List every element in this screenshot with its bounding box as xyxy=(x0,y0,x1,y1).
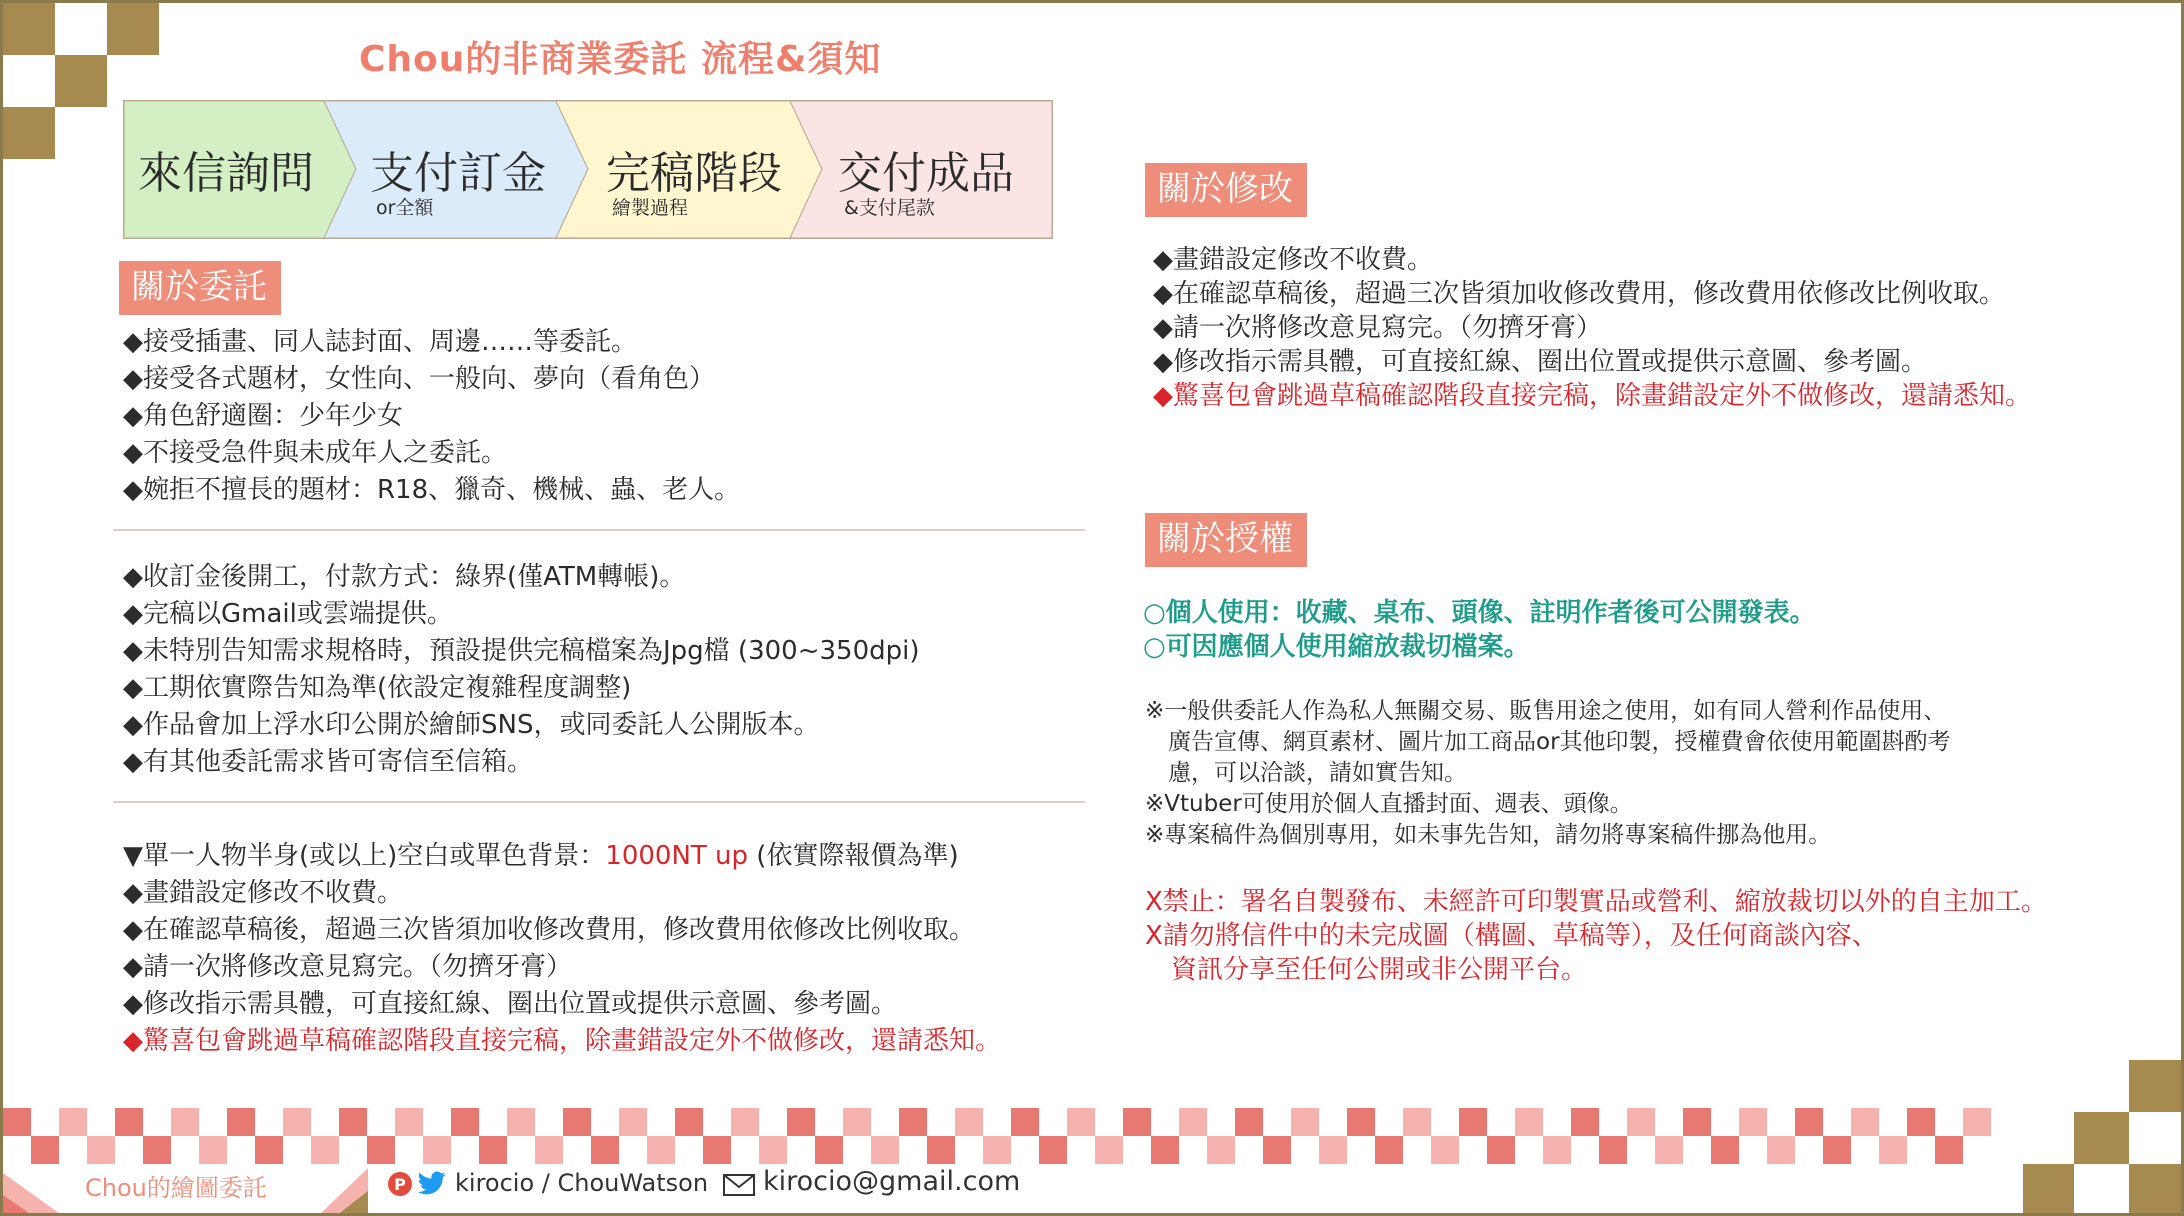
checker-tile xyxy=(507,1108,535,1136)
checker-tile xyxy=(395,1108,423,1136)
license-note: ※一般供委託人作為私人無關交易、販售用途之使用，如有同人營利作品使用、 xyxy=(1145,698,1947,724)
rule-item: ◆請一次將修改意見寫完。（勿擠牙膏） xyxy=(1153,313,1602,343)
checker-tile xyxy=(1627,1108,1655,1136)
checker-tile xyxy=(451,1108,479,1136)
checker-tile xyxy=(675,1108,703,1136)
checker-tile xyxy=(1123,1108,1151,1136)
rule-item: ◆修改指示需具體，可直接紅線、圈出位置或提供示意圖、參考圖。 xyxy=(123,989,897,1019)
checker-tile xyxy=(339,1108,367,1136)
checker-tile xyxy=(227,1108,255,1136)
checker-tile xyxy=(703,1136,731,1164)
rule-item: ◆婉拒不擅長的題材：R18、獵奇、機械、蟲、老人。 xyxy=(123,475,741,505)
checker-tile xyxy=(647,1136,675,1164)
checker-tile xyxy=(1039,1136,1067,1164)
checker-tile xyxy=(1823,1136,1851,1164)
price-value: 1000NT up xyxy=(605,841,749,871)
rule-item: ◆在確認草稿後，超過三次皆須加收修改費用，修改費用依修改比例收取。 xyxy=(1153,279,2005,309)
rule-item: ◆完稿以Gmail或雲端提供。 xyxy=(123,599,453,629)
checker-tile xyxy=(1319,1136,1347,1164)
checker-tile xyxy=(563,1108,591,1136)
checker-decoration xyxy=(3,3,55,55)
footer-triangle-right xyxy=(318,1163,368,1216)
checker-tile xyxy=(3,1108,31,1136)
checker-tile xyxy=(899,1108,927,1136)
flow-step-deposit: 支付訂金 xyxy=(370,148,546,199)
checker-tile xyxy=(1263,1136,1291,1164)
checker-decoration xyxy=(107,3,159,55)
flow-step-drawing: 完稿階段 xyxy=(606,148,782,199)
footer-brand: Chou的繪圖委託 xyxy=(85,1174,267,1202)
checker-tile xyxy=(955,1108,983,1136)
rule-item: ◆請一次將修改意見寫完。（勿擠牙膏） xyxy=(123,952,572,982)
checker-decoration xyxy=(2129,1060,2184,1112)
rule-item: ◆畫錯設定修改不收費。 xyxy=(1153,245,1433,275)
checker-tile xyxy=(143,1136,171,1164)
flow-step-drawing-sub: 繪製過程 xyxy=(612,197,689,219)
flow-step-delivery: 交付成品 xyxy=(838,148,1014,199)
checker-tile xyxy=(311,1136,339,1164)
checker-tile xyxy=(815,1136,843,1164)
checker-tile xyxy=(591,1136,619,1164)
checker-tile xyxy=(927,1136,955,1164)
pixiv-icon[interactable] xyxy=(387,1171,413,1197)
checker-tile xyxy=(1907,1108,1935,1136)
checker-tile xyxy=(1487,1136,1515,1164)
license-prohibited: 資訊分享至任何公開或非公開平台。 xyxy=(1145,955,1588,985)
license-allowed: ○可因應個人使用縮放裁切檔案。 xyxy=(1143,632,1530,662)
price-suffix: (依實際報價為準) xyxy=(748,841,959,871)
checker-tile xyxy=(1711,1136,1739,1164)
checker-tile xyxy=(1515,1108,1543,1136)
warning-item: ◆驚喜包會跳過草稿確認階段直接完稿，除畫錯設定外不做修改，還請悉知。 xyxy=(123,1026,1001,1056)
rule-item: ◆工期依實際告知為準(依設定複雜程度調整) xyxy=(123,673,632,703)
section-divider xyxy=(113,801,1085,803)
rule-item: ◆接受插畫、同人誌封面、周邊……等委託。 xyxy=(123,327,637,357)
rule-item: ◆角色舒適圈：少年少女 xyxy=(123,401,403,431)
checker-tile xyxy=(1879,1136,1907,1164)
process-flow xyxy=(123,100,1053,239)
checker-tile xyxy=(199,1136,227,1164)
checker-tile xyxy=(1459,1108,1487,1136)
checker-tile xyxy=(1347,1108,1375,1136)
rule-item: ◆收訂金後開工，付款方式：綠界(僅ATM轉帳)。 xyxy=(123,562,686,592)
rule-item: ◆作品會加上浮水印公開於繪師SNS，或同委託人公開版本。 xyxy=(123,710,820,740)
page-title: Chou的非商業委託 流程&須知 xyxy=(359,39,882,80)
checker-tile xyxy=(759,1136,787,1164)
checker-tile xyxy=(731,1108,759,1136)
warning-item: ◆驚喜包會跳過草稿確認階段直接完稿，除畫錯設定外不做修改，還請悉知。 xyxy=(1153,381,2031,411)
checker-tile xyxy=(1011,1108,1039,1136)
checker-tile xyxy=(1851,1108,1879,1136)
flow-step-deposit-sub: or全額 xyxy=(376,197,434,219)
license-note: 廣告宣傳、網頁素材、圖片加工商品or其他印製，授權費會依使用範圍斟酌考 xyxy=(1145,729,1951,755)
section-heading-license: 關於授權 xyxy=(1145,513,1307,567)
rule-item: ◆未特別告知需求規格時，預設提供完稿檔案為Jpg檔 (300~350dpi) xyxy=(123,636,920,666)
checker-tile xyxy=(31,1136,59,1164)
checker-tile xyxy=(1599,1136,1627,1164)
checker-tile xyxy=(1179,1108,1207,1136)
checker-tile xyxy=(1151,1136,1179,1164)
checker-tile xyxy=(787,1108,815,1136)
checker-tile xyxy=(619,1108,647,1136)
rule-item: ◆在確認草稿後，超過三次皆須加收修改費用，修改費用依修改比例收取。 xyxy=(123,915,975,945)
checker-decoration xyxy=(2023,1164,2074,1216)
svg-text:P: P xyxy=(394,1175,406,1194)
checker-tile xyxy=(115,1108,143,1136)
footer-triangle-left xyxy=(3,1163,63,1216)
checker-tile xyxy=(871,1136,899,1164)
price-prefix: ▼單一人物半身(或以上)空白或單色背景： xyxy=(123,841,606,871)
checker-tile xyxy=(1291,1108,1319,1136)
twitter-icon[interactable] xyxy=(417,1171,447,1197)
flow-step-inquiry: 來信詢問 xyxy=(138,148,314,199)
checker-tile xyxy=(255,1136,283,1164)
checker-tile xyxy=(1795,1108,1823,1136)
checker-tile xyxy=(843,1108,871,1136)
rule-item: ◆有其他委託需求皆可寄信至信箱。 xyxy=(123,747,533,777)
license-note: ※專案稿件為個別專用，如未事先告知，請勿將專案稿件挪為他用。 xyxy=(1145,822,1832,848)
checker-tile xyxy=(535,1136,563,1164)
checker-tile xyxy=(1935,1136,1963,1164)
footer-email[interactable]: kirocio@gmail.com xyxy=(763,1166,1021,1197)
checker-decoration xyxy=(3,107,55,159)
checker-band xyxy=(3,1108,2013,1164)
rule-item: ◆修改指示需具體，可直接紅線、圈出位置或提供示意圖、參考圖。 xyxy=(1153,347,1927,377)
checker-tile xyxy=(59,1108,87,1136)
section-divider xyxy=(113,529,1085,531)
license-prohibited: X禁止：署名自製發布、未經許可印製實品或營利、縮放裁切以外的自主加工。 xyxy=(1145,887,2047,917)
license-note: 慮，可以洽談，請如實告知。 xyxy=(1145,760,1467,786)
checker-decoration xyxy=(2074,1112,2129,1164)
checker-decoration xyxy=(2129,1164,2184,1216)
section-heading-revision: 關於修改 xyxy=(1145,163,1307,217)
checker-tile xyxy=(983,1136,1011,1164)
license-allowed: ○個人使用：收藏、桌布、頭像、註明作者後可公開發表。 xyxy=(1143,598,1816,628)
mail-icon xyxy=(723,1174,755,1196)
checker-tile xyxy=(1655,1136,1683,1164)
checker-tile xyxy=(1431,1136,1459,1164)
checker-tile xyxy=(1739,1108,1767,1136)
checker-tile xyxy=(1683,1108,1711,1136)
section-heading-commission: 關於委託 xyxy=(119,261,281,315)
checker-tile xyxy=(1375,1136,1403,1164)
checker-tile xyxy=(423,1136,451,1164)
checker-decoration xyxy=(55,55,107,107)
checker-tile xyxy=(87,1136,115,1164)
checker-tile xyxy=(171,1108,199,1136)
checker-tile xyxy=(1571,1108,1599,1136)
footer-social-handle[interactable]: kirocio / ChouWatson xyxy=(455,1169,709,1197)
checker-tile xyxy=(1235,1108,1263,1136)
license-prohibited: X請勿將信件中的未完成圖（構圖、草稿等），及任何商談內容、 xyxy=(1145,921,1878,951)
checker-tile xyxy=(1207,1136,1235,1164)
flow-step-delivery-sub: &支付尾款 xyxy=(844,197,935,219)
checker-tile xyxy=(1403,1108,1431,1136)
checker-tile xyxy=(367,1136,395,1164)
rule-item: ◆不接受急件與未成年人之委託。 xyxy=(123,438,507,468)
checker-tile xyxy=(1767,1136,1795,1164)
rule-item: ◆畫錯設定修改不收費。 xyxy=(123,878,403,908)
license-note: ※Vtuber可使用於個人直播封面、週表、頭像。 xyxy=(1145,791,1633,817)
rule-item: ◆接受各式題材，女性向、一般向、夢向（看角色） xyxy=(123,364,715,394)
checker-tile xyxy=(479,1136,507,1164)
checker-tile xyxy=(1963,1108,1991,1136)
price-line xyxy=(123,839,959,873)
checker-tile xyxy=(1543,1136,1571,1164)
checker-tile xyxy=(1095,1136,1123,1164)
checker-tile xyxy=(1067,1108,1095,1136)
checker-tile xyxy=(283,1108,311,1136)
